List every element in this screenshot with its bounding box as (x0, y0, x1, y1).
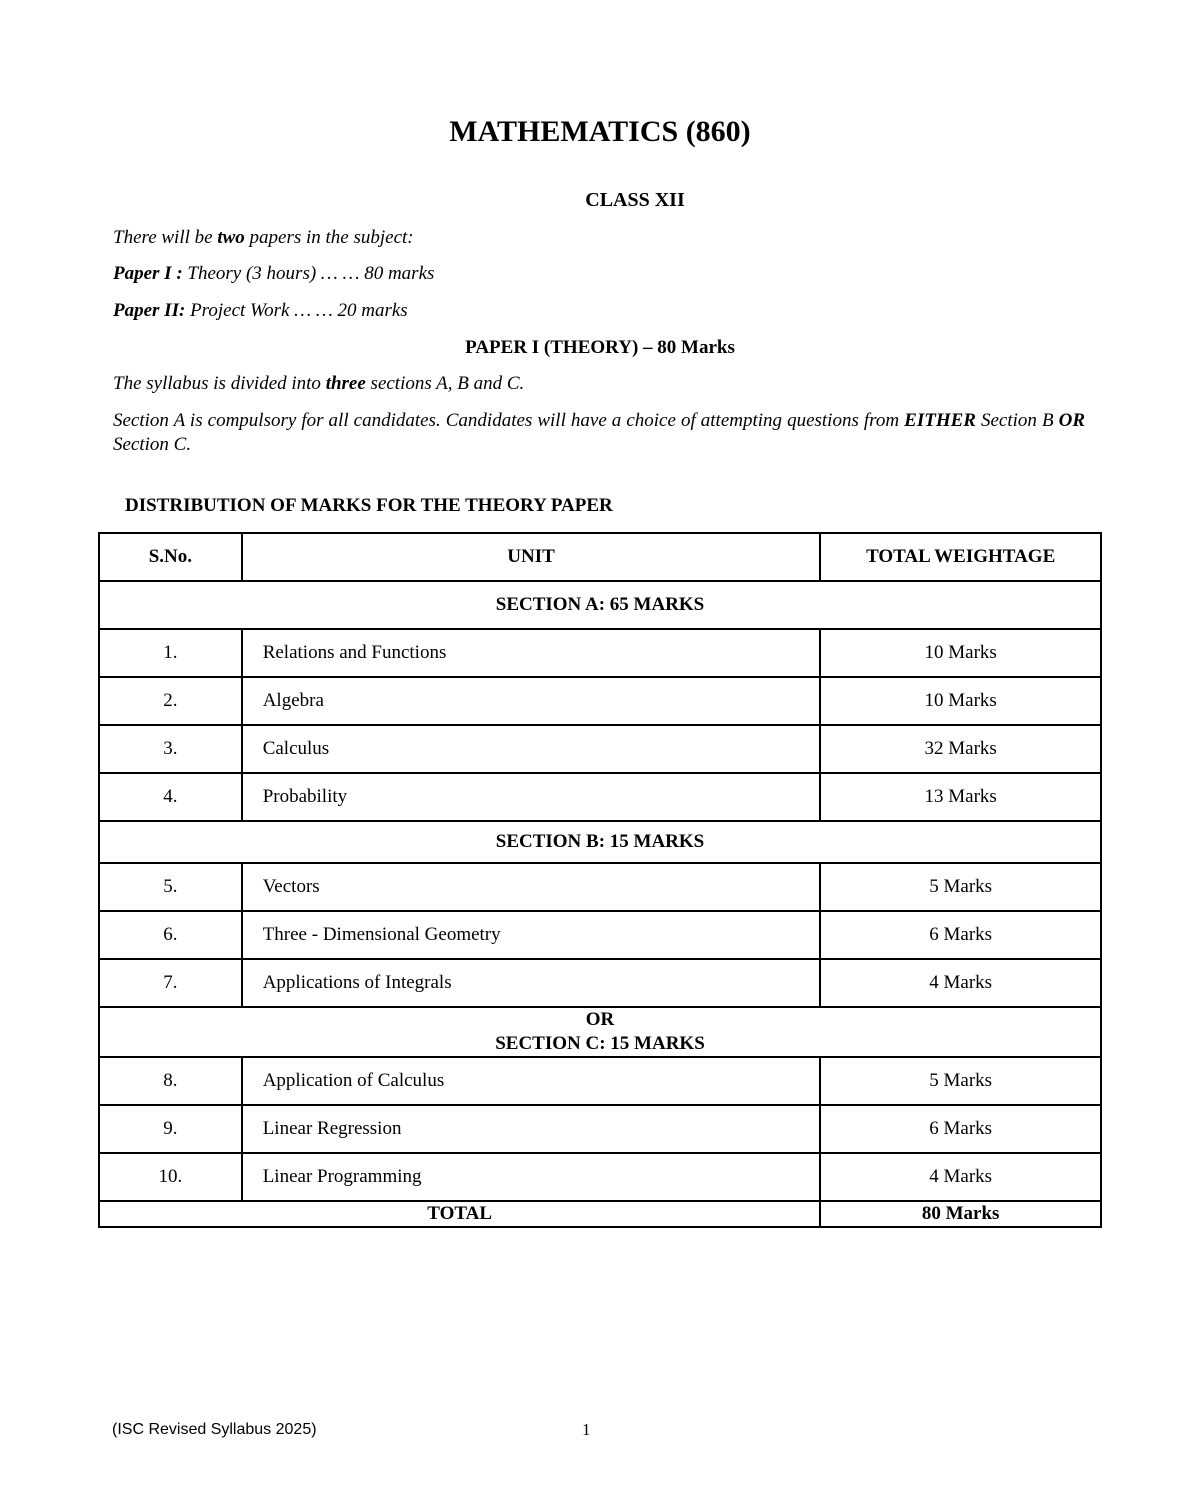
header-weightage: TOTAL WEIGHTAGE (820, 533, 1101, 581)
syllabus-note-text: The syllabus is divided into (113, 373, 326, 394)
table-header-row (99, 533, 1101, 581)
papers-intro (113, 226, 1085, 250)
syllabus-note-text-end: sections A, B and C. (365, 373, 525, 394)
page-title: MATHEMATICS (860) (449, 115, 751, 148)
row-unit: Three - Dimensional Geometry (242, 911, 821, 959)
table-row (99, 1153, 1101, 1201)
table-row (99, 959, 1101, 1007)
row-marks: 32 Marks (820, 725, 1101, 773)
papers-intro-emphasis: two (217, 227, 245, 248)
section-c-row (99, 1007, 1101, 1057)
section-c-label: SECTION C: 15 MARKS (495, 1033, 705, 1054)
theory-heading: PAPER I (THEORY) – 80 Marks (465, 337, 735, 358)
row-marks: 4 Marks (820, 959, 1101, 1007)
row-unit: Algebra (242, 677, 821, 725)
section-note-text-c: Section C. (113, 434, 192, 455)
row-unit: Probability (242, 773, 821, 821)
table-row (99, 677, 1101, 725)
section-b-row (99, 821, 1101, 863)
row-marks: 10 Marks (820, 629, 1101, 677)
row-marks: 5 Marks (820, 1057, 1101, 1105)
paper-1-label: Paper I : (113, 263, 183, 284)
row-sno: 10. (99, 1153, 242, 1201)
row-unit: Linear Regression (242, 1105, 821, 1153)
or-emphasis: OR (1058, 410, 1086, 431)
syllabus-note (113, 372, 1085, 396)
row-sno: 5. (99, 863, 242, 911)
row-sno: 7. (99, 959, 242, 1007)
marks-distribution-table (98, 532, 1102, 1228)
table-row (99, 1057, 1101, 1105)
row-marks: 5 Marks (820, 863, 1101, 911)
paper-2-line (113, 299, 1085, 323)
table-row (99, 629, 1101, 677)
row-sno: 3. (99, 725, 242, 773)
section-note-text-b: Section B (975, 410, 1059, 431)
section-c-heading (99, 1007, 1101, 1057)
table-row (99, 773, 1101, 821)
row-marks: 6 Marks (820, 911, 1101, 959)
section-choice-note (113, 409, 1085, 457)
paper-2-label: Paper II: (113, 300, 186, 321)
papers-intro-text: There will be (113, 227, 218, 248)
table-row (99, 1105, 1101, 1153)
row-sno: 6. (99, 911, 242, 959)
header-unit: UNIT (242, 533, 821, 581)
syllabus-note-emphasis: three (325, 373, 366, 394)
table-row (99, 863, 1101, 911)
row-sno: 8. (99, 1057, 242, 1105)
page-number: 1 (582, 1420, 591, 1439)
paper-1-details: Theory (3 hours) … … 80 marks (182, 263, 435, 284)
distribution-heading: DISTRIBUTION OF MARKS FOR THE THEORY PAPER (125, 495, 613, 516)
section-b-label: SECTION B: 15 MARKS (99, 821, 1101, 863)
row-sno: 1. (99, 629, 242, 677)
row-unit: Calculus (242, 725, 821, 773)
total-row (99, 1201, 1101, 1227)
paper-2-details: Project Work … … 20 marks (185, 300, 408, 321)
row-unit: Applications of Integrals (242, 959, 821, 1007)
total-value: 80 Marks (820, 1201, 1101, 1227)
either-emphasis: EITHER (904, 410, 976, 431)
row-unit: Linear Programming (242, 1153, 821, 1201)
row-unit: Application of Calculus (242, 1057, 821, 1105)
row-marks: 10 Marks (820, 677, 1101, 725)
class-label: CLASS XII (585, 189, 685, 211)
table-row (99, 911, 1101, 959)
footer-source: (ISC Revised Syllabus 2025) (112, 1421, 317, 1438)
row-sno: 9. (99, 1105, 242, 1153)
section-a-row (99, 581, 1101, 629)
section-note-text: Section A is compulsory for all candidates. Candidates will have a choice of attempting questions from (113, 410, 905, 431)
header-sno: S.No. (99, 533, 242, 581)
papers-intro-text-end: papers in the subject: (244, 227, 414, 248)
row-sno: 4. (99, 773, 242, 821)
row-sno: 2. (99, 677, 242, 725)
row-unit: Relations and Functions (242, 629, 821, 677)
row-marks: 6 Marks (820, 1105, 1101, 1153)
row-unit: Vectors (242, 863, 821, 911)
table-row (99, 725, 1101, 773)
section-a-label: SECTION A: 65 MARKS (99, 581, 1101, 629)
or-label: OR (585, 1009, 615, 1030)
paper-1-line (113, 262, 1085, 286)
total-label: TOTAL (99, 1201, 820, 1227)
row-marks: 4 Marks (820, 1153, 1101, 1201)
row-marks: 13 Marks (820, 773, 1101, 821)
